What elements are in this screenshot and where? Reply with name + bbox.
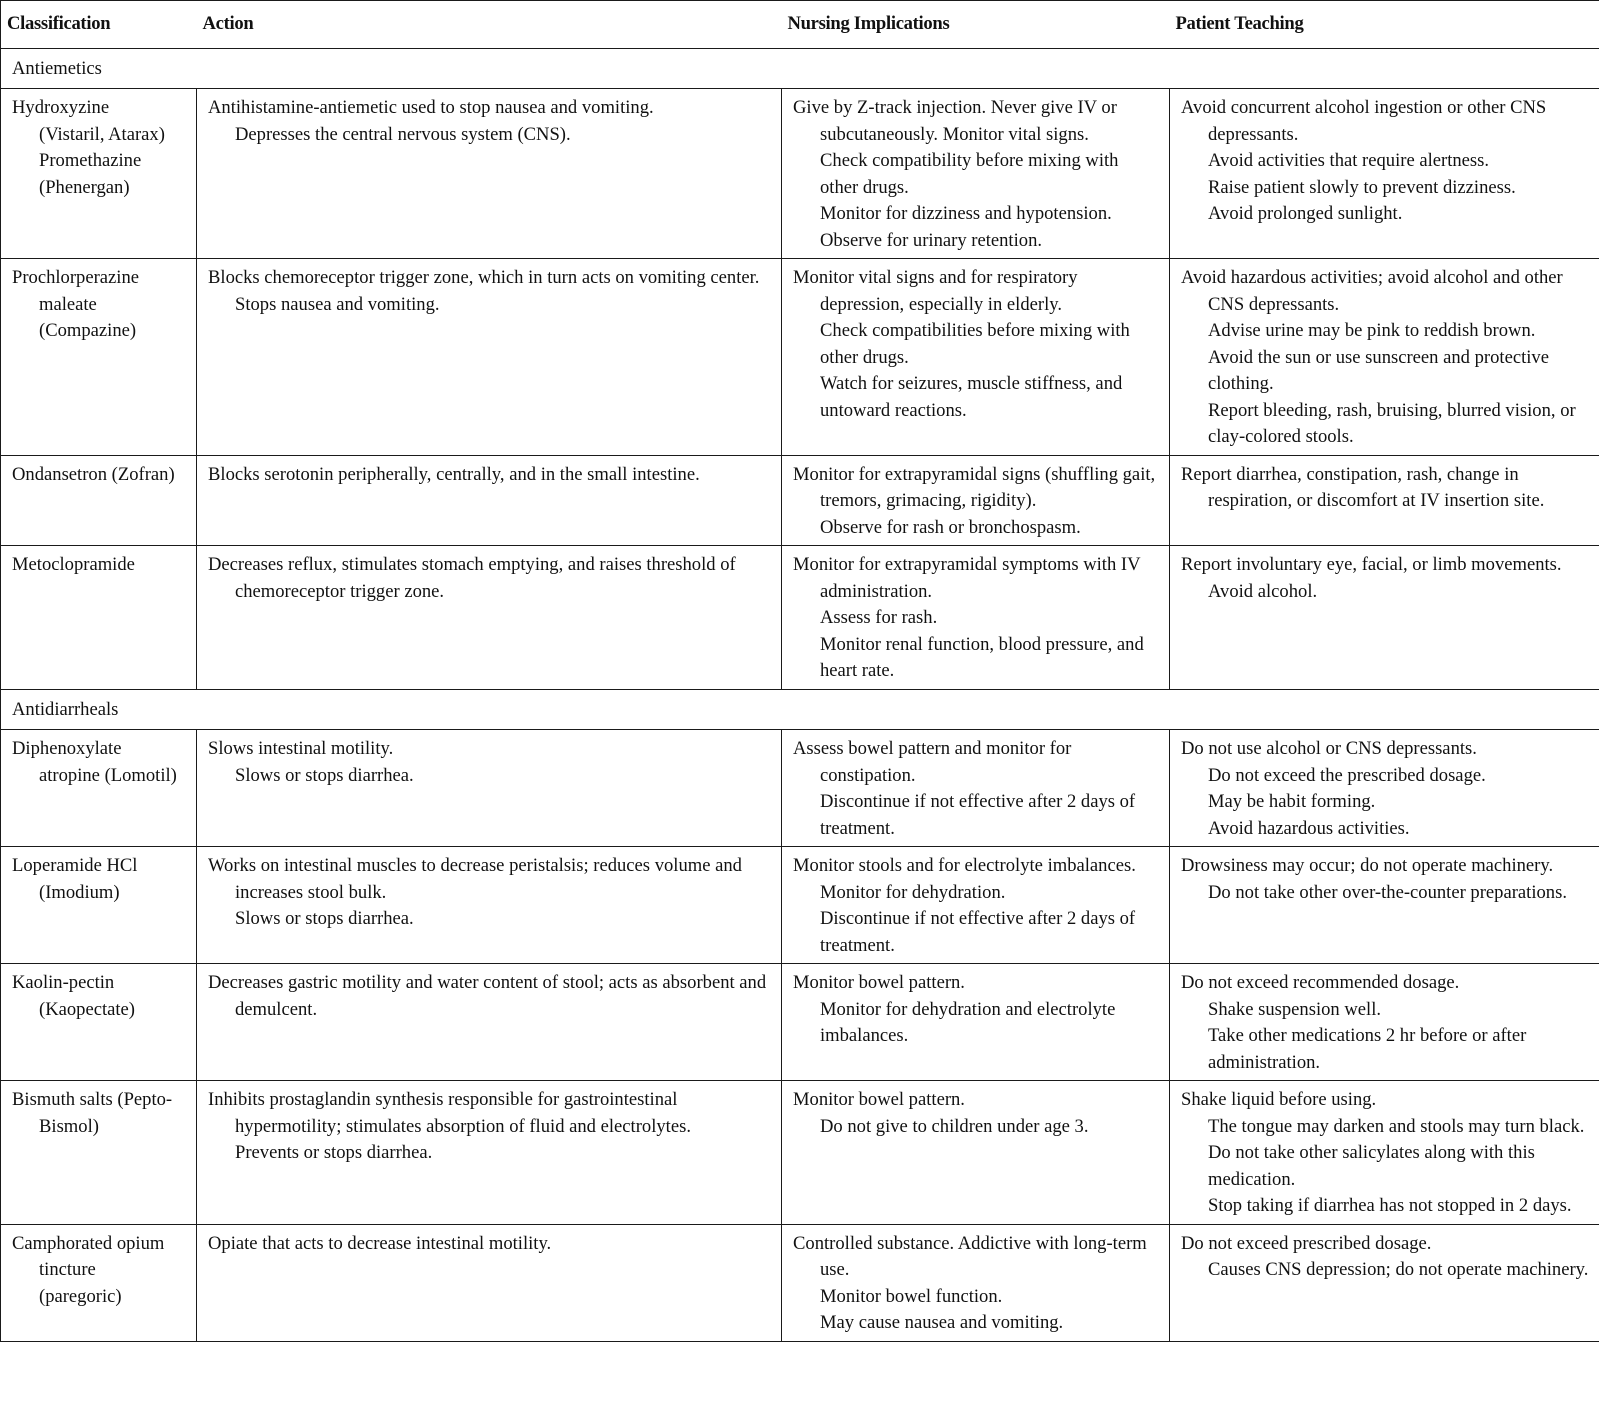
- cell-text-line: Monitor vital signs and for respiratory depression, especially in elderly.: [793, 267, 1078, 315]
- drug-name-cell: [1, 89, 197, 259]
- cell-text-line: Watch for seizures, muscle stiffness, and untoward reactions.: [820, 373, 1123, 421]
- patient-teaching-cell: [1170, 455, 1599, 546]
- nursing-implications-cell: [782, 964, 1170, 1081]
- cell-text-line: Avoid hazardous activities; avoid alcohol and other CNS depressants.: [1181, 267, 1563, 315]
- cell-text-line: Check compatibility before mixing with other drugs.: [820, 150, 1119, 198]
- section-row: [1, 48, 1599, 89]
- table-row: [1, 964, 1599, 1081]
- drug-name-cell: [1, 259, 197, 456]
- cell-text-line: atropine (Lomotil): [39, 764, 177, 786]
- cell-text-line: Inhibits prostaglandin synthesis responsible for gastrointestinal hypermotility; stimulates absorption of fluid and electrolytes.: [208, 1089, 691, 1137]
- cell-text-line: Do not exceed prescribed dosage.: [1181, 1232, 1432, 1254]
- cell-text-line: Discontinue if not effective after 2 days of treatment.: [820, 908, 1136, 956]
- cell-text-line: Report diarrhea, constipation, rash, change in respiration, or discomfort at IV insertion site.: [1181, 463, 1545, 511]
- action-cell: [197, 730, 782, 847]
- table-header: [1, 1, 1599, 49]
- table-row: [1, 455, 1599, 546]
- cell-text-line: Raise patient slowly to prevent dizziness.: [1208, 176, 1516, 198]
- cell-text-line: Monitor renal function, blood pressure, and heart rate.: [820, 633, 1144, 681]
- cell-text-line: Avoid concurrent alcohol ingestion or other CNS depressants.: [1181, 97, 1547, 145]
- cell-text-line: (Compazine): [39, 320, 137, 341]
- cell-text-line: Give by Z-track injection. Never give IV or subcutaneously. Monitor vital signs.: [793, 97, 1117, 145]
- cell-text-line: Drowsiness may occur; do not operate machinery.: [1181, 855, 1554, 876]
- cell-text-line: (paregoric): [39, 1285, 122, 1307]
- cell-text-line: May be habit forming.: [1208, 791, 1376, 812]
- nursing-implications-cell: [782, 455, 1170, 546]
- cell-text-line: Bismuth salts (Pepto-: [12, 1089, 173, 1110]
- nursing-implications-cell: [782, 259, 1170, 456]
- cell-text-line: Stops nausea and vomiting.: [235, 293, 440, 315]
- cell-text-line: (Vistaril, Atarax): [39, 123, 165, 145]
- cell-text-line: Do not take other over-the-counter preparations.: [1208, 881, 1567, 903]
- patient-teaching-cell: [1170, 964, 1599, 1081]
- cell-text-line: Monitor bowel function.: [820, 1285, 1003, 1307]
- patient-teaching-cell: [1170, 847, 1599, 964]
- cell-text-line: Discontinue if not effective after 2 days of treatment.: [820, 791, 1136, 839]
- drug-name-cell: [1, 1081, 197, 1225]
- cell-text-line: Do not take other salicylates along with this medication.: [1208, 1142, 1535, 1190]
- cell-text-line: Bismol): [39, 1115, 99, 1137]
- cell-text-line: (Kaopectate): [39, 998, 136, 1020]
- cell-text-line: Assess for rash.: [820, 607, 938, 628]
- cell-text-line: Assess bowel pattern and monitor for constipation.: [793, 738, 1072, 786]
- patient-teaching-cell: [1170, 1224, 1599, 1341]
- table-row: [1, 259, 1599, 456]
- section-title: Antiemetics: [1, 48, 1599, 89]
- header-classification: Classification: [1, 1, 197, 49]
- cell-text-line: (Imodium): [39, 881, 120, 903]
- cell-text-line: Stop taking if diarrhea has not stopped in 2 days.: [1208, 1195, 1572, 1216]
- action-cell: [197, 847, 782, 964]
- patient-teaching-cell: [1170, 546, 1599, 690]
- section-row: [1, 689, 1599, 730]
- drug-name-cell: [1, 964, 197, 1081]
- cell-text-line: Promethazine: [39, 150, 142, 171]
- header-nursing-implications: Nursing Implications: [782, 1, 1170, 49]
- cell-text-line: Avoid prolonged sunlight.: [1208, 203, 1403, 224]
- cell-text-line: May cause nausea and vomiting.: [820, 1312, 1064, 1333]
- table-row: [1, 546, 1599, 690]
- nursing-implications-cell: [782, 847, 1170, 964]
- drug-name-cell: [1, 1224, 197, 1341]
- cell-text-line: (Phenergan): [39, 176, 130, 198]
- cell-text-line: Avoid activities that require alertness.: [1208, 150, 1490, 171]
- cell-text-line: Observe for urinary retention.: [820, 229, 1043, 251]
- nursing-implications-cell: [782, 730, 1170, 847]
- action-cell: [197, 1081, 782, 1225]
- cell-text-line: Shake suspension well.: [1208, 998, 1382, 1020]
- cell-text-line: Slows or stops diarrhea.: [235, 908, 414, 929]
- table-row: [1, 1081, 1599, 1225]
- cell-text-line: Monitor for dizziness and hypotension.: [820, 203, 1112, 224]
- table-row: [1, 730, 1599, 847]
- patient-teaching-cell: [1170, 259, 1599, 456]
- cell-text-line: Monitor for extrapyramidal symptoms with IV administration.: [793, 554, 1141, 602]
- table-row: [1, 847, 1599, 964]
- cell-text-line: Opiate that acts to decrease intestinal motility.: [208, 1232, 552, 1254]
- cell-text-line: Prevents or stops diarrhea.: [235, 1142, 433, 1163]
- cell-text-line: Prochlorperazine: [12, 267, 139, 288]
- cell-text-line: Slows or stops diarrhea.: [235, 764, 414, 786]
- table-body: [1, 48, 1599, 1341]
- cell-text-line: Hydroxyzine: [12, 97, 110, 118]
- action-cell: [197, 1224, 782, 1341]
- cell-text-line: Loperamide HCl: [12, 855, 138, 876]
- cell-text-line: Avoid the sun or use sunscreen and protective clothing.: [1208, 346, 1549, 394]
- cell-text-line: Check compatibilities before mixing with other drugs.: [820, 320, 1130, 368]
- cell-text-line: Observe for rash or bronchospasm.: [820, 516, 1081, 538]
- cell-text-line: Controlled substance. Addictive with long-term use.: [793, 1232, 1147, 1280]
- cell-text-line: Do not give to children under age 3.: [820, 1115, 1089, 1137]
- cell-text-line: Report bleeding, rash, bruising, blurred vision, or clay-colored stools.: [1208, 399, 1576, 447]
- cell-text-line: Shake liquid before using.: [1181, 1089, 1377, 1110]
- cell-text-line: Advise urine may be pink to reddish brown.: [1208, 320, 1536, 341]
- cell-text-line: Monitor for extrapyramidal signs (shuffling gait, tremors, grimacing, rigidity).: [793, 463, 1156, 511]
- cell-text-line: Camphorated opium: [12, 1232, 165, 1254]
- cell-text-line: Avoid hazardous activities.: [1208, 817, 1410, 839]
- cell-text-line: Diphenoxylate: [12, 738, 122, 759]
- cell-text-line: Slows intestinal motility.: [208, 738, 394, 759]
- cell-text-line: Avoid alcohol.: [1208, 580, 1318, 602]
- action-cell: [197, 964, 782, 1081]
- cell-text-line: Causes CNS depression; do not operate machinery.: [1208, 1259, 1589, 1280]
- table-row: [1, 89, 1599, 259]
- cell-text-line: Decreases gastric motility and water content of stool; acts as absorbent and demulcent.: [208, 972, 767, 1020]
- header-patient-teaching: Patient Teaching: [1170, 1, 1599, 49]
- nursing-implications-cell: [782, 546, 1170, 690]
- drug-name-cell: [1, 455, 197, 546]
- patient-teaching-cell: [1170, 730, 1599, 847]
- cell-text-line: tincture: [39, 1259, 96, 1280]
- cell-text-line: Do not exceed recommended dosage.: [1181, 972, 1460, 993]
- action-cell: [197, 455, 782, 546]
- patient-teaching-cell: [1170, 1081, 1599, 1225]
- header-row: [1, 1, 1599, 49]
- nursing-implications-cell: [782, 1081, 1170, 1225]
- cell-text-line: Do not use alcohol or CNS depressants.: [1181, 738, 1477, 759]
- table-row: [1, 1224, 1599, 1341]
- section-title: Antidiarrheals: [1, 689, 1599, 730]
- drug-name-cell: [1, 546, 197, 690]
- cell-text-line: Report involuntary eye, facial, or limb movements.: [1181, 554, 1562, 575]
- cell-text-line: Kaolin-pectin: [12, 972, 115, 993]
- action-cell: [197, 89, 782, 259]
- action-cell: [197, 259, 782, 456]
- patient-teaching-cell: [1170, 89, 1599, 259]
- header-action: Action: [197, 1, 782, 49]
- cell-text-line: Ondansetron (Zofran): [12, 463, 175, 485]
- cell-text-line: Take other medications 2 hr before or after administration.: [1208, 1025, 1527, 1073]
- cell-text-line: Monitor stools and for electrolyte imbalances.: [793, 855, 1136, 876]
- action-cell: [197, 546, 782, 690]
- cell-text-line: Blocks serotonin peripherally, centrally, and in the small intestine.: [208, 463, 700, 485]
- cell-text-line: Blocks chemoreceptor trigger zone, which in turn acts on vomiting center.: [208, 267, 760, 288]
- cell-text-line: Metoclopramide: [12, 554, 135, 575]
- cell-text-line: Decreases reflux, stimulates stomach emptying, and raises threshold of chemoreceptor trigger zone.: [208, 554, 736, 602]
- nursing-implications-cell: [782, 89, 1170, 259]
- nursing-implications-cell: [782, 1224, 1170, 1341]
- cell-text-line: Monitor for dehydration and electrolyte imbalances.: [820, 998, 1116, 1046]
- cell-text-line: Monitor for dehydration.: [820, 881, 1006, 903]
- cell-text-line: Depresses the central nervous system (CNS).: [235, 123, 571, 145]
- cell-text-line: Antihistamine-antiemetic used to stop nausea and vomiting.: [208, 97, 654, 118]
- cell-text-line: Monitor bowel pattern.: [793, 1089, 965, 1110]
- drug-name-cell: [1, 730, 197, 847]
- cell-text-line: maleate: [39, 293, 97, 315]
- cell-text-line: The tongue may darken and stools may turn black.: [1208, 1115, 1585, 1137]
- cell-text-line: Do not exceed the prescribed dosage.: [1208, 764, 1486, 786]
- cell-text-line: Works on intestinal muscles to decrease peristalsis; reduces volume and increases stool bulk.: [208, 855, 742, 903]
- drug-name-cell: [1, 847, 197, 964]
- cell-text-line: Monitor bowel pattern.: [793, 972, 965, 993]
